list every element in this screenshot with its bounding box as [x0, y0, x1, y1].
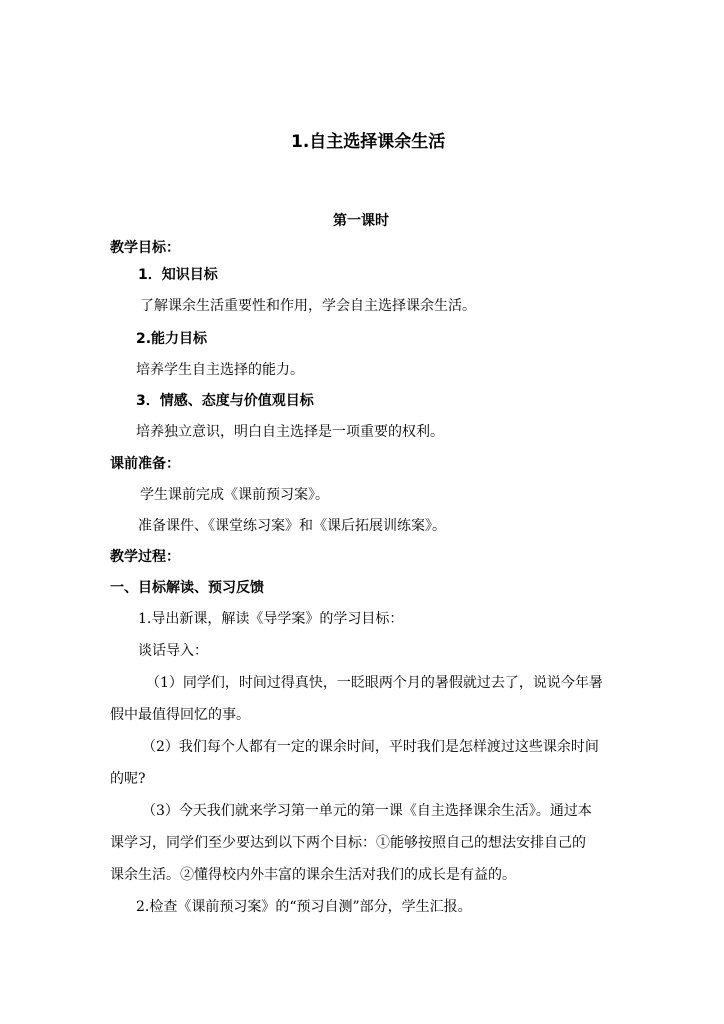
question2-line1: （2）我们每个人都有一定的课余时间，平时我们是怎样渡过这些课余时间 — [142, 739, 599, 755]
goal3-heading: 3．情感、态度与价值观目标 — [136, 393, 314, 409]
process-heading: 教学过程： — [110, 549, 180, 565]
question1-line1: （1）同学们，时间过得真快，一眨眼两个月的暑假就过去了，说说今年暑 — [146, 675, 603, 691]
goal2-heading: 2.能力目标 — [136, 331, 208, 347]
goals-heading: 教学目标： — [110, 240, 180, 256]
lesson-subtitle: 第一课时 — [333, 213, 389, 229]
talk-intro: 谈话导入： — [138, 643, 208, 659]
question3-line1: （3）今天我们就来学习第一单元的第一课《自主选择课余生活》。通过本 — [142, 803, 592, 819]
section1-heading: 一、目标解读、预习反馈 — [110, 580, 264, 596]
step2-text: 2.检查《课前预习案》的“预习自测”部分，学生汇报。 — [136, 899, 472, 915]
question2-line2: 的呢? — [110, 771, 146, 787]
document-title: 1.自主选择课余生活 — [291, 132, 446, 152]
goal3-text: 培养独立意识，明白自主选择是一项重要的权利。 — [136, 424, 444, 440]
prep-item-2: 准备课件、《课堂练习案》和《课后拓展训练案》。 — [138, 518, 446, 534]
prep-item-1: 学生课前完成《课前预习案》。 — [140, 487, 329, 503]
goal1-heading: 1．知识目标 — [138, 267, 218, 283]
question1-line2: 假中最值得回忆的事。 — [110, 707, 250, 723]
prep-heading: 课前准备： — [110, 456, 180, 472]
goal1-text: 了解课余生活重要性和作用，学会自主选择课余生活。 — [140, 298, 476, 314]
question3-line3: 课余生活。②懂得校内外丰富的课余生活对我们的成长是有益的。 — [110, 867, 516, 883]
goal2-text: 培养学生自主选择的能力。 — [136, 362, 304, 378]
question3-line2: 课学习，同学们至少要达到以下两个目标：①能够按照自己的想法安排自己的 — [110, 835, 586, 851]
step1-text: 1.导出新课，解读《导学案》的学习目标： — [138, 611, 404, 627]
